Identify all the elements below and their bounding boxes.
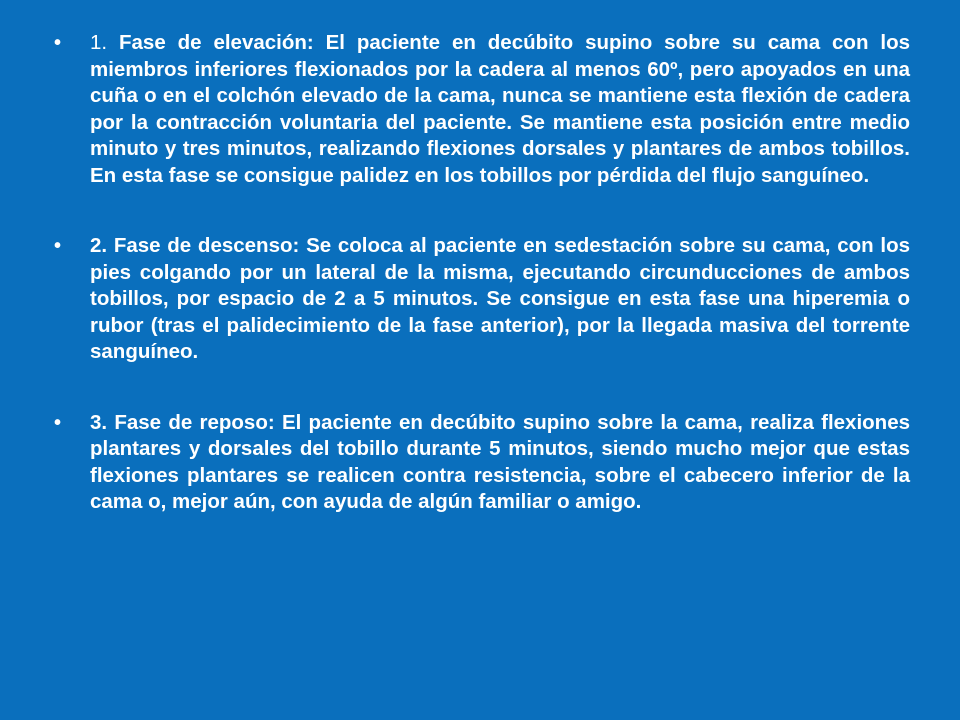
list-item-phase-2 xyxy=(50,233,910,366)
item-number: 2. xyxy=(90,234,114,257)
item-text: Fase de reposo: El paciente en decúbito supino sobre la cama, realiza flexiones plantares y dorsales del tobillo durante 5 minutos, siendo mucho mejor que estas flexiones plantares se realicen contra resistencia, sobre el cabecero inferior de la cama o, mejor aún, con ayuda de algún familiar o amigo. xyxy=(90,410,911,513)
bullet-icon: • xyxy=(54,411,62,434)
bullet-icon: • xyxy=(54,32,62,54)
bullet-list xyxy=(50,30,910,516)
bullet-icon: • xyxy=(54,235,62,257)
item-number: 1. xyxy=(90,31,119,54)
list-item-phase-1 xyxy=(50,30,910,189)
list-item-phase-3 xyxy=(50,410,910,516)
item-number: 3. xyxy=(90,410,115,434)
item-text: Fase de descenso: Se coloca al paciente en sedestación sobre su cama, con los pies colgando por un lateral de la misma, ejecutando circunducciones de ambos tobillos, por espacio de 2 a 5 minutos. Se consigue en esta fase una hiperemia o rubor (tras el palidecimiento de la fase anterior), por la llegada masiva del torrente sanguíneo. xyxy=(90,234,910,363)
item-text: Fase de elevación: El paciente en decúbito supino sobre su cama con los miembros inferiores flexionados por la cadera al menos 60º, pero apoyados en una cuña o en el colchón elevado de la cama, nunca se mantiene esta flexión de cadera por la contracción voluntaria del paciente. Se mantiene esta posición entre medio minuto y tres minutos, realizando flexiones dorsales y plantares de ambos tobillos. En esta fase se consigue palidez en los tobillos por pérdida del flujo sanguíneo. xyxy=(90,31,910,187)
